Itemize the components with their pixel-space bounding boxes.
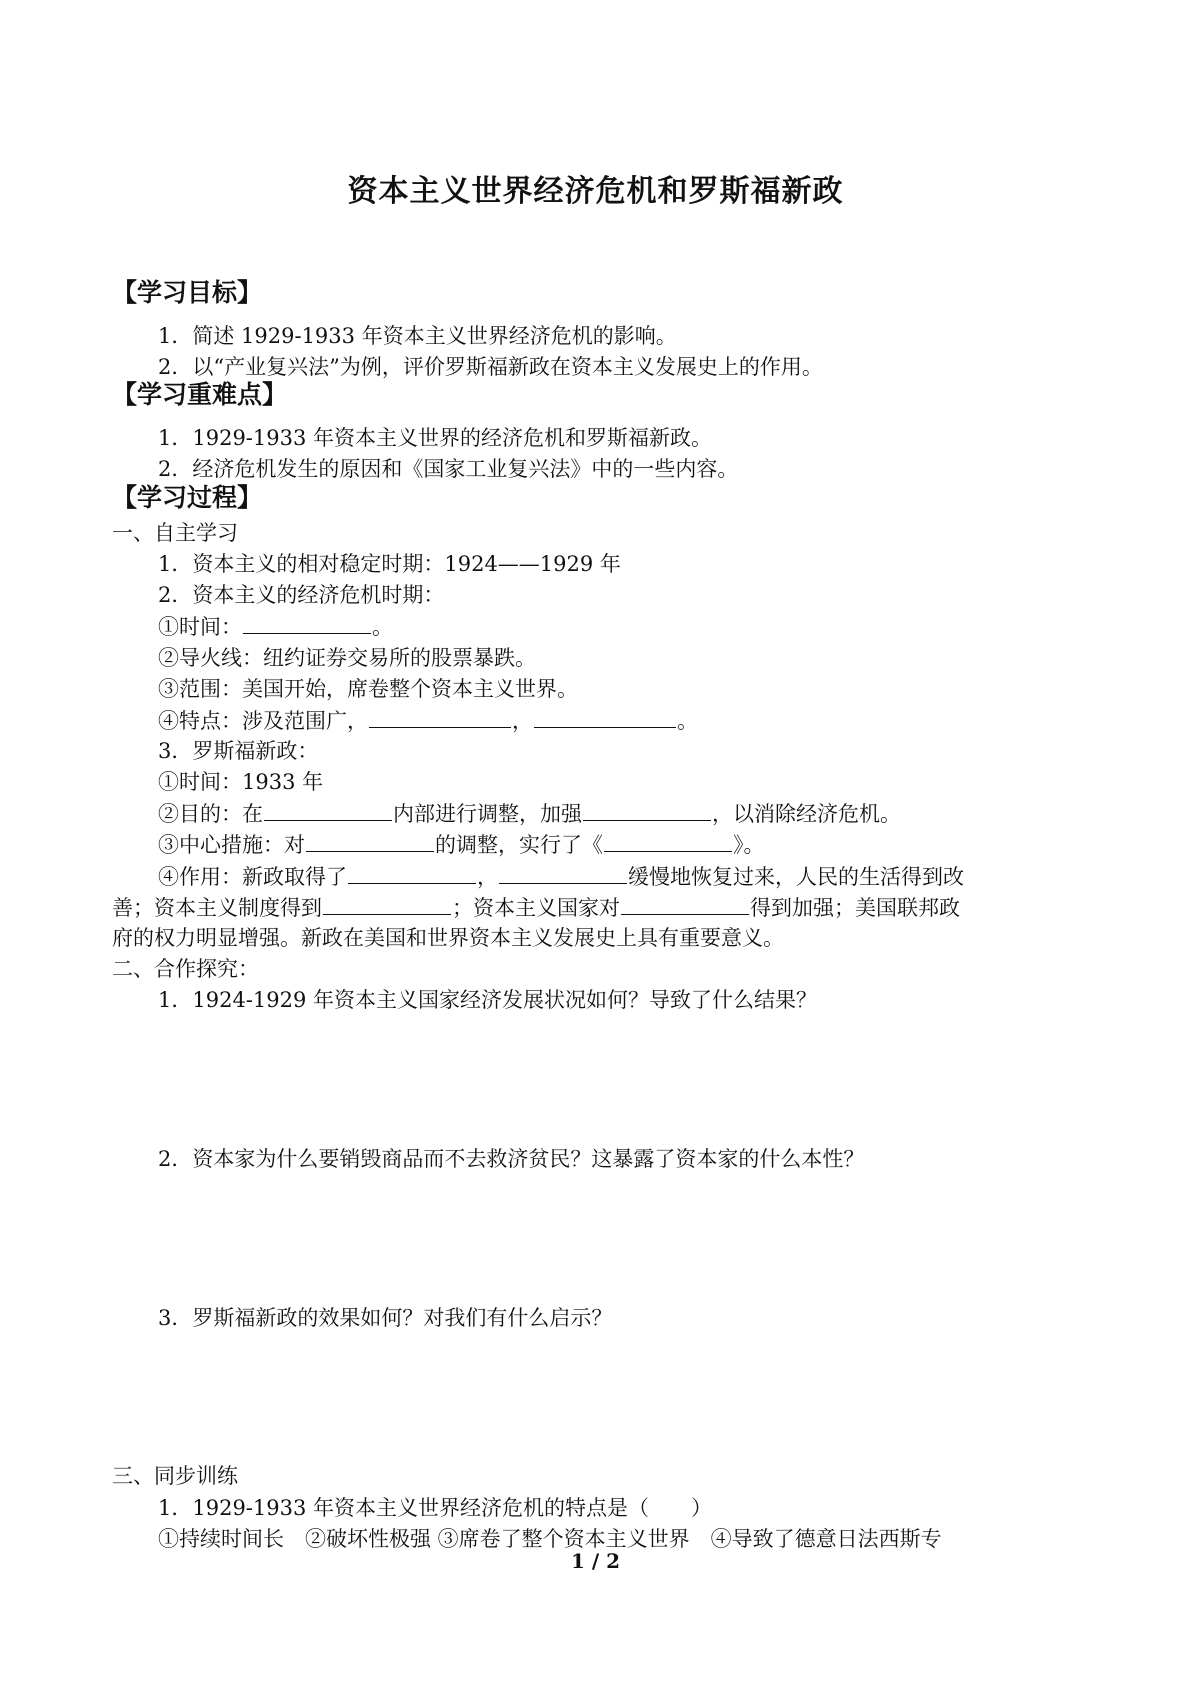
crisis-fuse: ②导火线：纽约证券交易所的股票暴跌。 <box>158 646 536 670</box>
blank-effect-1[interactable] <box>348 861 476 884</box>
document-title: 资本主义世界经济危机和罗斯福新政 <box>347 174 844 209</box>
blank-goal-2[interactable] <box>583 798 711 821</box>
key-point-item: 1．1929-1933 年资本主义世界的经济危机和罗斯福新政。 <box>158 426 713 450</box>
blank-center-1[interactable] <box>306 829 434 852</box>
part2-heading: 二、合作探究： <box>112 957 259 981</box>
blank-effect-2[interactable] <box>499 861 627 884</box>
key-point-item: 2．经济危机发生的原因和《国家工业复兴法》中的一些内容。 <box>158 457 739 481</box>
goal-item: 2．以“产业复兴法”为例，评价罗斯福新政在资本主义发展史上的作用。 <box>158 355 823 379</box>
blank-center-2[interactable] <box>604 829 732 852</box>
crisis-feature-line: ④特点：涉及范围广， ， 。 <box>158 705 698 736</box>
stable-period: 1．资本主义的相对稳定时期：1924——1929 年 <box>158 552 621 576</box>
crisis-time-label: ①时间： <box>158 615 242 639</box>
blank-effect-3[interactable] <box>323 892 451 915</box>
blank-effect-4[interactable] <box>621 892 749 915</box>
goals-heading: 【学习目标】 <box>112 278 263 307</box>
new-deal-effect-line-3: 府的权力明显增强。新政在美国和世界资本主义发展史上具有重要意义。 <box>112 926 784 950</box>
exercise-question-1: 1．1929-1933 年资本主义世界经济危机的特点是（ ） <box>158 1496 713 1520</box>
new-deal-center-line: ③中心措施：对 的调整，实行了《 》。 <box>158 829 765 860</box>
new-deal-effect-line-1: ④作用：新政取得了 ， 缓慢地恢复过来，人民的生活得到改 <box>158 861 964 892</box>
new-deal-heading: 3．罗斯福新政： <box>158 739 319 763</box>
inquiry-question-3: 3．罗斯福新政的效果如何？对我们有什么启示？ <box>158 1306 613 1330</box>
crisis-time-line: ①时间： 。 <box>158 611 393 642</box>
exercise-options: ①持续时间长 ②破坏性极强 ③席卷了整个资本主义世界 ④导致了德意日法西斯专 <box>158 1527 942 1551</box>
inquiry-question-1: 1．1924-1929 年资本主义国家经济发展状况如何？导致了什么结果？ <box>158 988 818 1012</box>
new-deal-goal-line: ②目的：在 内部进行调整，加强 ，以消除经济危机。 <box>158 798 901 829</box>
new-deal-effect-line-2: 善；资本主义制度得到 ；资本主义国家对 得到加强；美国联邦政 <box>112 892 960 923</box>
goal-item: 1．简述 1929-1933 年资本主义世界经济危机的影响。 <box>158 324 677 348</box>
key-points-heading: 【学习重难点】 <box>112 380 288 409</box>
process-heading: 【学习过程】 <box>112 483 263 512</box>
blank-feature-1[interactable] <box>369 705 511 728</box>
new-deal-time: ①时间：1933 年 <box>158 770 324 794</box>
part1-heading: 一、自主学习 <box>112 521 238 545</box>
blank-goal-1[interactable] <box>264 798 392 821</box>
part3-heading: 三、同步训练 <box>112 1464 238 1488</box>
inquiry-question-2: 2．资本家为什么要销毁商品而不去救济贫民？这暴露了资本家的什么本性？ <box>158 1147 865 1171</box>
crisis-scope: ③范围：美国开始，席卷整个资本主义世界。 <box>158 677 578 701</box>
page-number: 1 / 2 <box>570 1549 621 1573</box>
crisis-period: 2．资本主义的经济危机时期： <box>158 583 445 607</box>
blank-feature-2[interactable] <box>534 705 676 728</box>
blank-crisis-time[interactable] <box>243 611 371 634</box>
